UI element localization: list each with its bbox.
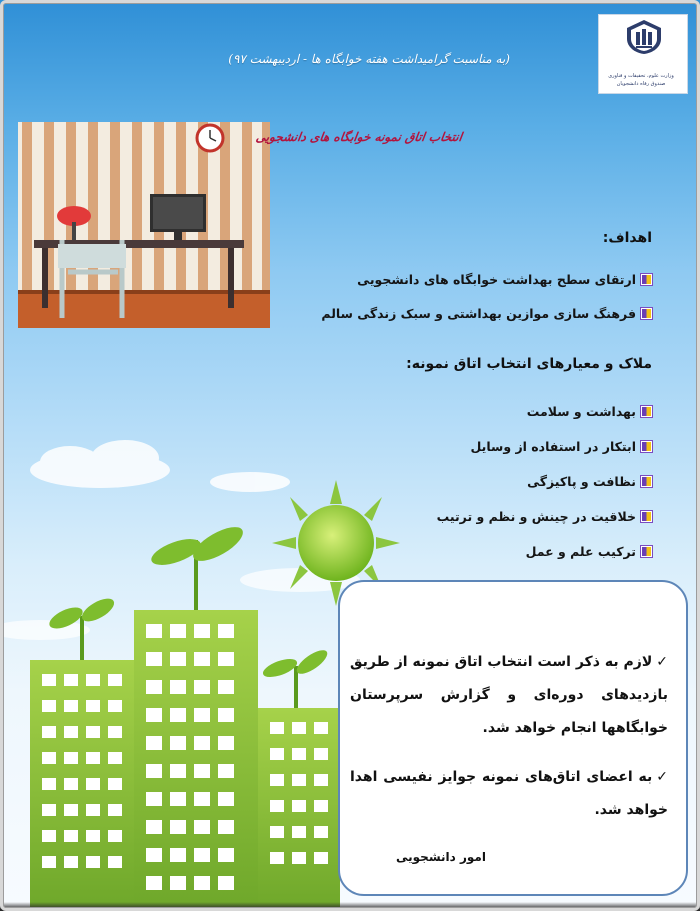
logo-text-line-1: وزارت علوم، تحقیقات و فناوری	[608, 73, 674, 79]
check-icon: ✓	[656, 769, 668, 785]
note-text-1: لازم به ذکر است انتخاب اتاق نمونه از طریق بازدیدهای دوره‌ای و گزارش سرپرستان خوابگاهها انجام خواهد شد.	[350, 654, 668, 736]
bullet-icon	[641, 308, 652, 319]
criteria-text: ابتکار در استفاده از وسایل	[470, 439, 636, 454]
goals-section	[321, 230, 652, 330]
bullet-icon	[641, 274, 652, 285]
note-item-2	[350, 761, 668, 827]
occasion-text: (به مناسبت گرامیداشت هفته خوابگاه ها - اردیبهشت ۹۷)	[228, 52, 510, 66]
criteria-text: ترکیب علم و عمل	[525, 544, 636, 559]
goals-heading: اهداف:	[602, 230, 652, 246]
criteria-text: خلاقیت در چینش و نظم و ترتیب	[436, 509, 636, 524]
goal-item	[321, 262, 652, 296]
wall-clock-icon	[197, 125, 223, 151]
bullet-icon	[641, 406, 652, 417]
dorm-room-illustration	[18, 122, 270, 328]
university-logo	[598, 14, 688, 94]
note-text-2: به اعضای اتاق‌های نمونه جوایز نفیسی اهدا خواهد شد.	[350, 769, 668, 818]
university-logo-icon	[624, 19, 664, 55]
building-left	[30, 660, 134, 911]
goal-text: فرهنگ سازی موازین بهداشتی و سبک زندگی سالم	[321, 305, 636, 321]
bottom-shadow	[0, 902, 700, 911]
goal-item	[321, 296, 652, 330]
building-right	[258, 708, 340, 911]
criteria-heading: ملاک و معیارهای انتخاب اتاق نمونه:	[406, 356, 652, 372]
signature: امور دانشجویی	[396, 850, 486, 864]
goal-text: ارتقای سطح بهداشت خوابگاه های دانشجویی	[357, 271, 636, 287]
check-icon: ✓	[656, 654, 668, 670]
note-item-1	[350, 646, 668, 745]
poster-subtitle: انتخاب اتاق نمونه خوابگاه های دانشجویی	[254, 130, 463, 144]
cloud-icon	[30, 440, 290, 492]
goals-list	[321, 262, 652, 330]
building-center	[134, 610, 258, 911]
logo-text-line-2: صندوق رفاه دانشجویان	[616, 81, 666, 87]
criteria-text: بهداشت و سلامت	[526, 404, 636, 419]
criteria-text: نظافت و پاکیزگی	[527, 474, 636, 489]
